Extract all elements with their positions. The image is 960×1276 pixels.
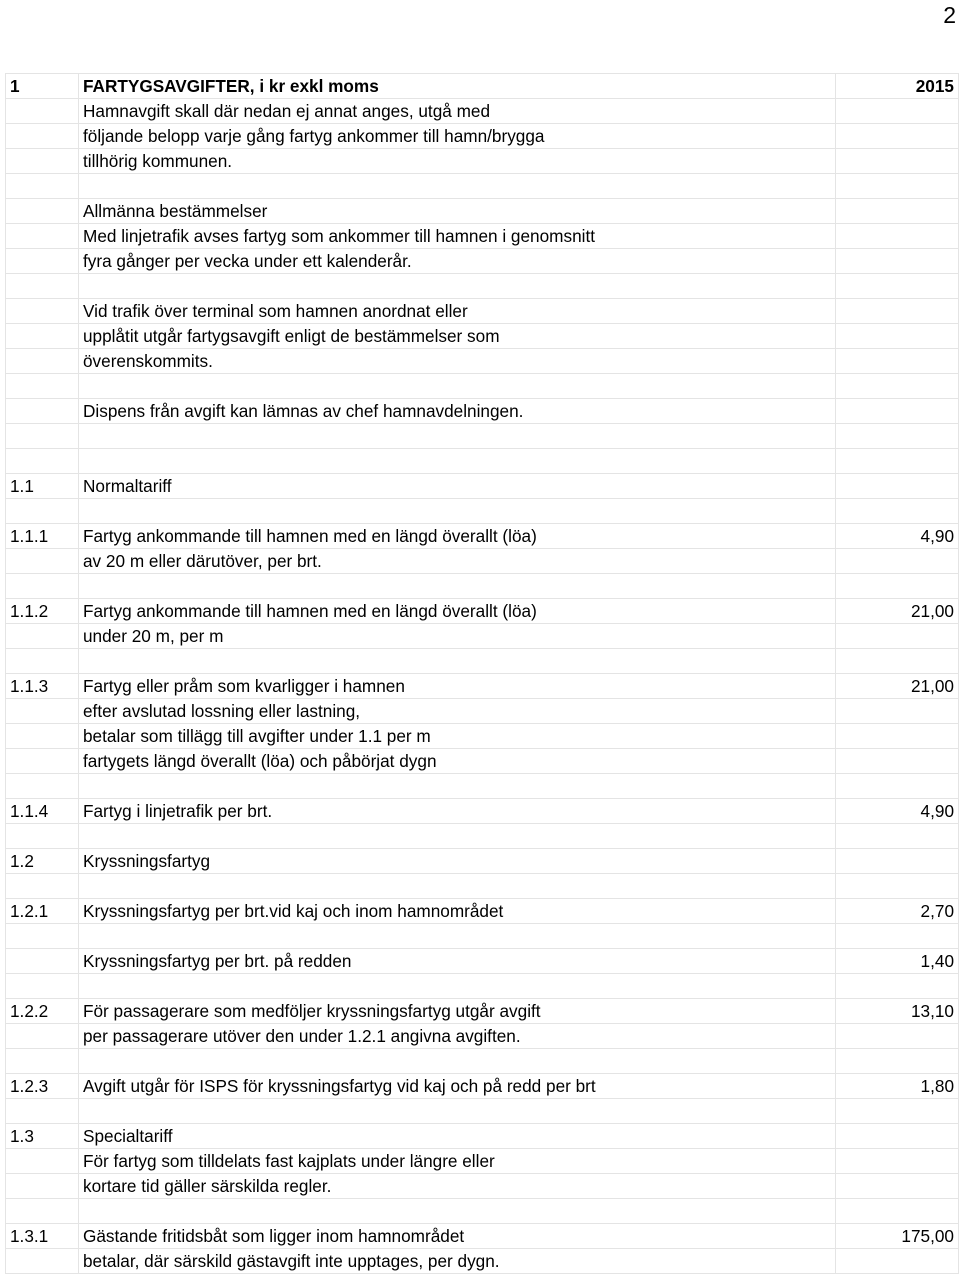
amount-cell: 4,90 (836, 799, 959, 824)
table-row (6, 599, 959, 624)
amount-cell (836, 849, 959, 874)
description-cell (79, 774, 836, 799)
section-number-cell (6, 1199, 79, 1224)
section-number-cell: 1.2.2 (6, 999, 79, 1024)
table-row (6, 749, 959, 774)
description-cell (79, 974, 836, 999)
amount-cell (836, 874, 959, 899)
amount-cell (836, 399, 959, 424)
tariff-table (5, 73, 959, 1274)
amount-cell (836, 99, 959, 124)
description-cell: Vid trafik över terminal som hamnen anordnat eller (79, 299, 836, 324)
section-number-cell: 1.3 (6, 1124, 79, 1149)
description-cell: efter avslutad lossning eller lastning, (79, 699, 836, 724)
description-cell: av 20 m eller därutöver, per brt. (79, 549, 836, 574)
amount-cell (836, 499, 959, 524)
amount-cell (836, 724, 959, 749)
table-row (6, 224, 959, 249)
section-number-cell: 1.1 (6, 474, 79, 499)
description-cell: Fartyg ankommande till hamnen med en längd överallt (löa) (79, 599, 836, 624)
amount-cell (836, 249, 959, 274)
description-cell: Fartyg eller pråm som kvarligger i hamnen (79, 674, 836, 699)
description-cell: fyra gånger per vecka under ett kalenderår. (79, 249, 836, 274)
description-cell (79, 274, 836, 299)
amount-cell (836, 824, 959, 849)
section-number-cell (6, 374, 79, 399)
section-number-cell: 1.3.1 (6, 1224, 79, 1249)
section-number-cell: 1.1.3 (6, 674, 79, 699)
amount-cell (836, 1049, 959, 1074)
section-number-cell: 1.1.1 (6, 524, 79, 549)
table-row (6, 1174, 959, 1199)
table-row (6, 199, 959, 224)
section-number-cell (6, 349, 79, 374)
description-cell (79, 449, 836, 474)
amount-cell (836, 649, 959, 674)
table-row (6, 924, 959, 949)
amount-cell (836, 174, 959, 199)
table-row (6, 774, 959, 799)
amount-cell: 4,90 (836, 524, 959, 549)
section-number-cell (6, 1174, 79, 1199)
table-row (6, 899, 959, 924)
amount-cell (836, 449, 959, 474)
table-row (6, 499, 959, 524)
description-cell: Normaltariff (79, 474, 836, 499)
table-row (6, 1074, 959, 1099)
section-number-cell (6, 424, 79, 449)
description-cell: tillhörig kommunen. (79, 149, 836, 174)
section-number-cell (6, 1249, 79, 1274)
section-number-cell: 1.2.3 (6, 1074, 79, 1099)
description-cell (79, 499, 836, 524)
description-cell (79, 174, 836, 199)
table-row (6, 699, 959, 724)
amount-cell: 1,80 (836, 1074, 959, 1099)
amount-cell (836, 124, 959, 149)
table-row (6, 249, 959, 274)
section-number-cell (6, 649, 79, 674)
amount-cell: 1,40 (836, 949, 959, 974)
description-cell: För fartyg som tilldelats fast kajplats under längre eller (79, 1149, 836, 1174)
description-cell: Kryssningsfartyg (79, 849, 836, 874)
description-cell: överenskommits. (79, 349, 836, 374)
table-row (6, 124, 959, 149)
table-row (6, 299, 959, 324)
description-cell: Fartyg i linjetrafik per brt. (79, 799, 836, 824)
amount-cell (836, 1249, 959, 1274)
table-row (6, 449, 959, 474)
amount-cell (836, 774, 959, 799)
amount-cell (836, 1124, 959, 1149)
amount-cell (836, 924, 959, 949)
description-cell: betalar, där särskild gästavgift inte upptages, per dygn. (79, 1249, 836, 1274)
section-number-cell (6, 1099, 79, 1124)
section-number-cell (6, 1049, 79, 1074)
amount-cell (836, 149, 959, 174)
table-row (6, 174, 959, 199)
table-row (6, 474, 959, 499)
amount-cell (836, 424, 959, 449)
section-number-cell (6, 99, 79, 124)
table-row (6, 824, 959, 849)
amount-cell (836, 699, 959, 724)
amount-cell (836, 374, 959, 399)
section-number-cell: 1.2 (6, 849, 79, 874)
description-cell: Dispens från avgift kan lämnas av chef hamnavdelningen. (79, 399, 836, 424)
description-cell: fartygets längd överallt (löa) och påbörjat dygn (79, 749, 836, 774)
table-row (6, 1199, 959, 1224)
table-row (6, 1099, 959, 1124)
table-row (6, 974, 959, 999)
amount-cell (836, 474, 959, 499)
section-number-cell (6, 174, 79, 199)
description-cell: Med linjetrafik avses fartyg som ankommer till hamnen i genomsnitt (79, 224, 836, 249)
section-number-cell: 1.1.4 (6, 799, 79, 824)
description-cell: Specialtariff (79, 1124, 836, 1149)
table-row (6, 574, 959, 599)
table-row (6, 424, 959, 449)
amount-cell (836, 224, 959, 249)
section-number-cell (6, 499, 79, 524)
description-cell: Hamnavgift skall där nedan ej annat anges, utgå med (79, 99, 836, 124)
amount-cell (836, 299, 959, 324)
table-row (6, 1249, 959, 1274)
table-row (6, 1049, 959, 1074)
table-row (6, 649, 959, 674)
table-row (6, 949, 959, 974)
description-cell: Kryssningsfartyg per brt.vid kaj och inom hamnområdet (79, 899, 836, 924)
section-number-cell (6, 224, 79, 249)
description-cell: Fartyg ankommande till hamnen med en längd överallt (löa) (79, 524, 836, 549)
amount-cell: 175,00 (836, 1224, 959, 1249)
table-row (6, 74, 959, 99)
amount-cell (836, 574, 959, 599)
table-row (6, 99, 959, 124)
table-row (6, 1149, 959, 1174)
description-cell (79, 1199, 836, 1224)
section-number-cell (6, 549, 79, 574)
section-number-cell (6, 574, 79, 599)
amount-cell: 21,00 (836, 599, 959, 624)
table-row (6, 724, 959, 749)
section-number-cell (6, 449, 79, 474)
description-cell: Avgift utgår för ISPS för kryssningsfartyg vid kaj och på redd per brt (79, 1074, 836, 1099)
table-row (6, 624, 959, 649)
description-cell: betalar som tillägg till avgifter under 1.1 per m (79, 724, 836, 749)
description-cell: per passagerare utöver den under 1.2.1 angivna avgiften. (79, 1024, 836, 1049)
amount-cell (836, 274, 959, 299)
section-number-cell (6, 724, 79, 749)
section-number-cell (6, 324, 79, 349)
amount-cell (836, 1024, 959, 1049)
description-cell (79, 924, 836, 949)
tariff-table-body (6, 74, 959, 1274)
amount-cell (836, 324, 959, 349)
amount-cell (836, 349, 959, 374)
description-cell (79, 649, 836, 674)
description-cell (79, 1049, 836, 1074)
description-cell: kortare tid gäller särskilda regler. (79, 1174, 836, 1199)
section-number-cell (6, 699, 79, 724)
table-row (6, 799, 959, 824)
section-number-cell (6, 774, 79, 799)
table-row (6, 149, 959, 174)
description-cell (79, 874, 836, 899)
table-row (6, 1124, 959, 1149)
table-row (6, 674, 959, 699)
table-row (6, 1224, 959, 1249)
section-number-cell (6, 149, 79, 174)
section-number-cell (6, 399, 79, 424)
description-cell: upplåtit utgår fartygsavgift enligt de bestämmelser som (79, 324, 836, 349)
amount-cell (836, 199, 959, 224)
section-number-cell (6, 624, 79, 649)
section-number-cell (6, 199, 79, 224)
section-number-cell (6, 874, 79, 899)
table-row (6, 524, 959, 549)
description-cell: För passagerare som medföljer kryssningsfartyg utgår avgift (79, 999, 836, 1024)
amount-cell (836, 1149, 959, 1174)
table-row (6, 999, 959, 1024)
description-cell: Kryssningsfartyg per brt. på redden (79, 949, 836, 974)
section-number-cell (6, 949, 79, 974)
section-number-cell (6, 274, 79, 299)
table-row (6, 374, 959, 399)
section-number-cell (6, 924, 79, 949)
description-cell (79, 574, 836, 599)
table-row (6, 274, 959, 299)
amount-cell (836, 1099, 959, 1124)
description-cell (79, 824, 836, 849)
description-cell (79, 374, 836, 399)
section-number-cell (6, 124, 79, 149)
section-number-cell (6, 1149, 79, 1174)
table-row (6, 874, 959, 899)
table-row (6, 349, 959, 374)
amount-cell (836, 1199, 959, 1224)
table-row (6, 399, 959, 424)
section-number-cell (6, 299, 79, 324)
page-number: 2 (943, 2, 956, 28)
section-number-cell (6, 974, 79, 999)
description-cell (79, 1099, 836, 1124)
section-number-cell (6, 824, 79, 849)
amount-cell: 2,70 (836, 899, 959, 924)
section-number-cell: 1 (6, 74, 79, 99)
description-cell: Allmänna bestämmelser (79, 199, 836, 224)
amount-cell (836, 624, 959, 649)
amount-cell (836, 549, 959, 574)
amount-cell: 13,10 (836, 999, 959, 1024)
amount-cell (836, 974, 959, 999)
amount-cell (836, 749, 959, 774)
table-row (6, 1024, 959, 1049)
description-cell: FARTYGSAVGIFTER, i kr exkl moms (79, 74, 836, 99)
description-cell: följande belopp varje gång fartyg ankommer till hamn/brygga (79, 124, 836, 149)
description-cell: under 20 m, per m (79, 624, 836, 649)
section-number-cell (6, 1024, 79, 1049)
amount-cell: 2015 (836, 74, 959, 99)
table-row (6, 324, 959, 349)
table-row (6, 849, 959, 874)
table-row (6, 549, 959, 574)
description-cell (79, 424, 836, 449)
amount-cell: 21,00 (836, 674, 959, 699)
section-number-cell (6, 749, 79, 774)
description-cell: Gästande fritidsbåt som ligger inom hamnområdet (79, 1224, 836, 1249)
section-number-cell: 1.2.1 (6, 899, 79, 924)
amount-cell (836, 1174, 959, 1199)
section-number-cell (6, 249, 79, 274)
section-number-cell: 1.1.2 (6, 599, 79, 624)
